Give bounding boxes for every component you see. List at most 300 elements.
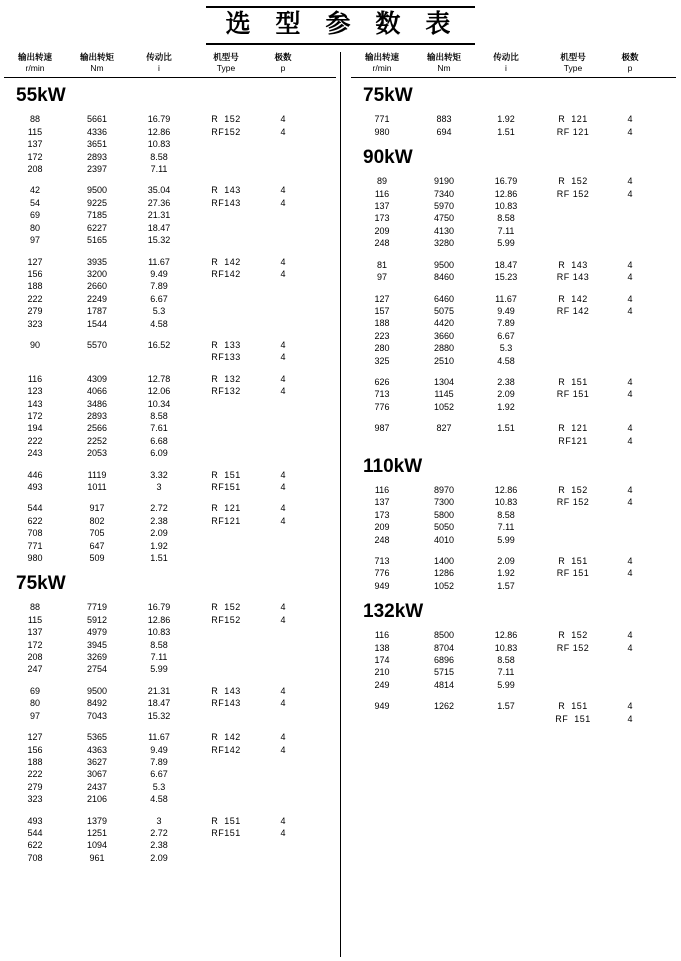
cell-poles: [262, 626, 304, 638]
page-title-wrap: [0, 0, 681, 45]
cell-poles: [262, 422, 304, 434]
cell-poles: 4: [280, 815, 286, 826]
table-row: [4, 256, 336, 268]
table-row: [351, 713, 676, 725]
cell-output-speed: 223: [374, 330, 390, 341]
cell-ratio: 2.09: [497, 389, 515, 400]
table-row: [351, 567, 676, 579]
cell-poles: 4: [627, 305, 633, 316]
cell-type: RF 152: [556, 188, 590, 199]
table-row: [351, 509, 676, 521]
cell-output-torque: 1052: [433, 401, 455, 412]
cell-output-speed: 157: [374, 305, 390, 316]
cell-output-torque: 3660: [433, 330, 455, 341]
cell-type: [537, 355, 609, 367]
cell-poles: 4: [280, 602, 286, 613]
table-row: [4, 385, 336, 397]
cell-ratio: 9.49: [150, 744, 168, 755]
table-row: [4, 222, 336, 234]
cell-poles: [262, 527, 304, 539]
cell-output-speed: 137: [27, 139, 43, 150]
cell-type: [537, 225, 609, 237]
cell-type: R 143: [558, 259, 588, 270]
cell-ratio: 35.04: [147, 185, 171, 196]
cell-output-speed: 248: [374, 238, 390, 249]
cell-ratio: 1.92: [497, 114, 515, 125]
cell-type: RF121: [558, 435, 588, 446]
cell-output-speed: 97: [29, 710, 40, 721]
cell-type: RF151: [211, 827, 241, 838]
cell-output-torque: 1286: [433, 568, 455, 579]
table-row: [351, 642, 676, 654]
table-row: [4, 126, 336, 138]
table-row: [351, 376, 676, 388]
cell-type: RF 152: [556, 497, 590, 508]
cell-type: R 151: [558, 701, 588, 712]
header-type: 机型号 Type: [560, 51, 586, 73]
cell-ratio: 12.06: [147, 386, 171, 397]
cell-output-speed: 137: [374, 497, 390, 508]
cell-poles: 4: [280, 268, 286, 279]
table-row: [4, 280, 336, 292]
table-row: [4, 601, 336, 613]
cell-ratio: 9.49: [497, 305, 515, 316]
cell-ratio: 16.79: [494, 176, 518, 187]
cell-output-speed: 493: [27, 815, 43, 826]
table-row: [4, 614, 336, 626]
cell-type: [190, 222, 262, 234]
cell-output-torque: 4420: [433, 318, 455, 329]
cell-type: [190, 138, 262, 150]
cell-type: [537, 401, 609, 413]
table-row: [4, 839, 336, 851]
cell-output-speed: 88: [29, 114, 40, 125]
table-row: [351, 126, 676, 138]
cell-output-torque: 705: [89, 528, 105, 539]
cell-type: [190, 756, 262, 768]
cell-output-speed: 172: [27, 410, 43, 421]
cell-output-torque: 3200: [86, 268, 108, 279]
table-row: [4, 422, 336, 434]
cell-poles: 4: [627, 497, 633, 508]
cell-output-torque: 3945: [86, 639, 108, 650]
table-row: [351, 317, 676, 329]
table-row: [4, 469, 336, 481]
table-row: [4, 651, 336, 663]
table-row: [4, 502, 336, 514]
cell-type: R 151: [211, 815, 241, 826]
table-row: [4, 197, 336, 209]
cell-type: RF143: [211, 197, 241, 208]
cell-output-torque: 6227: [86, 222, 108, 233]
cell-ratio: 4.58: [150, 318, 168, 329]
table-row: [4, 827, 336, 839]
left-sections: [4, 85, 336, 864]
cell-ratio: 12.86: [494, 188, 518, 199]
cell-output-torque: 694: [436, 126, 452, 137]
cell-ratio: 12.86: [147, 126, 171, 137]
header-ratio: 传动比 i: [493, 51, 519, 73]
cell-type: [537, 679, 609, 691]
cell-ratio: [475, 713, 537, 725]
cell-type: RF 143: [556, 272, 590, 283]
cell-type: R 121: [558, 114, 588, 125]
cell-output-speed: 713: [374, 556, 390, 566]
table-row: [4, 540, 336, 552]
cell-poles: 4: [280, 197, 286, 208]
cell-ratio: 16.79: [147, 602, 171, 613]
cell-output-torque: 1094: [86, 840, 108, 851]
cell-type: [190, 540, 262, 552]
cell-type: [190, 410, 262, 422]
table-row: [4, 113, 336, 125]
cell-poles: [262, 435, 304, 447]
cell-output-speed: 90: [29, 339, 40, 350]
cell-ratio: 7.11: [497, 522, 515, 533]
spec-group: [4, 601, 336, 675]
cell-type: R 152: [211, 114, 241, 125]
left-column: [0, 52, 340, 957]
cell-ratio: 15.32: [147, 235, 171, 246]
cell-poles: [262, 163, 304, 175]
spec-group: [351, 376, 676, 413]
cell-poles: 4: [627, 642, 633, 653]
cell-ratio: 1.51: [497, 423, 515, 434]
cell-output-torque: 6460: [433, 293, 455, 304]
cell-type: [537, 580, 609, 592]
cell-output-speed: 279: [27, 781, 43, 792]
cell-type: [190, 435, 262, 447]
cell-poles: [609, 317, 651, 329]
table-row: [4, 410, 336, 422]
cell-poles: 4: [627, 376, 633, 387]
cell-poles: 4: [627, 423, 633, 434]
table-row: [4, 768, 336, 780]
cell-output-torque: 1145: [434, 389, 454, 400]
cell-output-torque: 7719: [86, 602, 108, 613]
cell-output-speed: 173: [374, 509, 390, 520]
cell-type: [537, 317, 609, 329]
cell-type: [190, 768, 262, 780]
header-ratio: 传动比 i: [146, 51, 172, 73]
cell-type: RF 152: [556, 642, 590, 653]
table-row: [351, 679, 676, 691]
cell-poles: 4: [627, 188, 633, 199]
cell-output-speed: 776: [374, 401, 390, 412]
spec-group: [351, 113, 676, 138]
cell-output-torque: 5661: [86, 114, 108, 125]
spec-group: [4, 685, 336, 722]
cell-type: [190, 422, 262, 434]
table-row: [4, 268, 336, 280]
cell-ratio: 2.09: [150, 528, 168, 539]
cell-poles: 4: [627, 126, 633, 137]
cell-poles: 4: [280, 744, 286, 755]
cell-output-torque: 3280: [433, 238, 455, 249]
cell-output-torque: 2893: [86, 151, 108, 162]
table-row: [4, 515, 336, 527]
table-columns: [0, 52, 681, 957]
cell-type: [190, 626, 262, 638]
cell-poles: [609, 521, 651, 533]
cell-type: RF152: [211, 126, 241, 137]
cell-output-speed: 137: [27, 627, 43, 638]
cell-type: R 143: [211, 685, 241, 696]
right-column: [340, 52, 680, 957]
cell-output-torque: 5800: [433, 509, 455, 520]
table-row: [4, 373, 336, 385]
cell-ratio: 18.47: [147, 698, 171, 709]
cell-poles: [609, 212, 651, 224]
spec-group: [351, 175, 676, 249]
table-row: [4, 398, 336, 410]
cell-output-speed: 279: [27, 306, 43, 317]
cell-ratio: 21.31: [147, 685, 171, 696]
cell-type: [190, 781, 262, 793]
cell-output-torque: 8460: [433, 272, 455, 283]
cell-type: R 132: [211, 373, 241, 384]
cell-type: [537, 654, 609, 666]
power-rating-heading: 132kW: [363, 601, 424, 623]
cell-output-speed: [4, 351, 66, 363]
cell-output-torque: 3486: [86, 398, 108, 409]
cell-type: [537, 200, 609, 212]
cell-output-speed: 249: [374, 679, 390, 690]
cell-poles: [262, 663, 304, 675]
cell-type: [537, 509, 609, 521]
table-row: [351, 175, 676, 187]
cell-output-torque: 9225: [86, 197, 108, 208]
cell-output-speed: 446: [27, 469, 43, 480]
cell-output-torque: 7043: [86, 710, 108, 721]
power-rating-heading: 55kW: [16, 85, 66, 107]
table-row: [351, 330, 676, 342]
cell-output-speed: 949: [374, 701, 390, 712]
cell-poles: 4: [280, 614, 286, 625]
table-row: [4, 793, 336, 805]
table-row: [351, 484, 676, 496]
cell-ratio: 6.67: [150, 293, 168, 304]
cell-type: RF151: [211, 482, 241, 492]
cell-output-torque: 4814: [433, 679, 455, 690]
cell-ratio: 8.58: [497, 213, 515, 224]
cell-output-speed: 143: [27, 398, 43, 409]
cell-type: R 152: [558, 484, 588, 495]
cell-output-speed: 116: [27, 373, 43, 384]
spec-group: [4, 815, 336, 865]
cell-output-torque: 2397: [86, 164, 108, 175]
cell-ratio: 18.47: [147, 222, 171, 233]
cell-output-speed: 771: [374, 114, 390, 125]
cell-ratio: 2.38: [150, 515, 168, 526]
cell-poles: [262, 305, 304, 317]
cell-poles: 4: [280, 482, 286, 492]
cell-type: [190, 318, 262, 330]
cell-ratio: [475, 435, 537, 447]
cell-ratio: 10.83: [147, 139, 171, 150]
cell-output-torque: 5912: [86, 614, 108, 625]
table-row: [4, 305, 336, 317]
cell-type: R 152: [211, 602, 241, 613]
cell-ratio: 6.67: [497, 330, 515, 341]
cell-ratio: 6.68: [150, 435, 168, 446]
table-row: [4, 626, 336, 638]
cell-output-speed: 980: [374, 126, 390, 137]
cell-poles: 4: [627, 114, 633, 125]
cell-ratio: 7.11: [497, 667, 515, 678]
cell-poles: 4: [627, 484, 633, 495]
cell-type: RF133: [211, 352, 241, 363]
cell-type: [190, 852, 262, 864]
cell-output-torque: 1400: [433, 556, 455, 566]
cell-poles: [262, 540, 304, 552]
cell-output-speed: 172: [27, 639, 43, 650]
cell-ratio: 5.99: [150, 664, 168, 675]
cell-ratio: 5.3: [152, 306, 166, 317]
cell-poles: [262, 293, 304, 305]
cell-output-torque: 6896: [433, 655, 455, 666]
table-row: [351, 629, 676, 641]
table-row: [351, 555, 676, 567]
cell-type: [190, 447, 262, 459]
table-row: [351, 200, 676, 212]
cell-type: [190, 234, 262, 246]
cell-poles: [262, 639, 304, 651]
cell-ratio: 1.51: [497, 126, 515, 137]
cell-type: [190, 209, 262, 221]
table-row: [351, 654, 676, 666]
spec-group: [4, 256, 336, 330]
cell-ratio: 1.92: [497, 401, 515, 412]
cell-poles: [262, 398, 304, 410]
cell-output-torque: 2754: [86, 664, 108, 675]
spec-group: [4, 731, 336, 805]
table-row: [351, 237, 676, 249]
cell-ratio: 5.3: [152, 781, 166, 792]
power-rating-heading: 75kW: [16, 573, 66, 595]
cell-type: [190, 651, 262, 663]
table-row: [351, 388, 676, 400]
table-row: [4, 756, 336, 768]
cell-poles: [262, 552, 304, 564]
cell-output-torque: 5165: [86, 235, 108, 246]
cell-type: [190, 293, 262, 305]
cell-ratio: 5.99: [497, 534, 515, 545]
cell-poles: 4: [280, 698, 286, 709]
cell-ratio: 12.86: [494, 630, 518, 641]
cell-ratio: 7.11: [497, 225, 515, 236]
cell-type: R 121: [211, 503, 241, 514]
cell-ratio: 8.58: [497, 509, 515, 520]
cell-type: [537, 212, 609, 224]
cell-poles: 4: [280, 732, 286, 743]
cell-output-torque: 1304: [433, 376, 455, 387]
cell-output-torque: 1052: [433, 580, 455, 591]
cell-output-torque: 1544: [86, 318, 108, 329]
cell-ratio: 1.57: [497, 701, 515, 712]
cell-output-speed: 280: [374, 343, 390, 354]
cell-type: [190, 639, 262, 651]
cell-output-speed: 42: [29, 185, 40, 196]
cell-output-torque: 1379: [86, 815, 108, 826]
cell-output-speed: 115: [27, 126, 43, 137]
cell-ratio: 15.32: [147, 710, 171, 721]
cell-output-speed: 172: [27, 151, 43, 162]
cell-output-speed: 771: [27, 540, 43, 551]
cell-output-torque: [66, 351, 128, 363]
cell-poles: 4: [627, 568, 633, 579]
cell-poles: [262, 234, 304, 246]
cell-output-torque: 8970: [433, 484, 455, 495]
cell-type: [190, 793, 262, 805]
cell-poles: 4: [627, 701, 633, 712]
cell-output-torque: 5715: [433, 667, 455, 678]
cell-poles: 4: [627, 556, 633, 566]
header-poles: 极数 p: [621, 51, 639, 73]
cell-ratio: 10.83: [494, 497, 518, 508]
table-row: [4, 234, 336, 246]
cell-poles: 4: [280, 827, 286, 838]
cell-poles: [262, 839, 304, 851]
cell-ratio: 5.3: [499, 343, 513, 354]
cell-ratio: 15.23: [494, 272, 518, 283]
cell-type: R 151: [558, 556, 588, 566]
cell-output-torque: 5075: [433, 305, 455, 316]
table-row: [351, 700, 676, 712]
cell-poles: [262, 852, 304, 864]
cell-output-torque: 2106: [86, 794, 108, 805]
cell-poles: 4: [280, 503, 286, 514]
cell-ratio: 8.58: [497, 655, 515, 666]
power-rating-heading: 75kW: [363, 85, 413, 107]
table-row: [4, 163, 336, 175]
cell-type: [537, 237, 609, 249]
cell-poles: 4: [627, 389, 633, 400]
cell-poles: 4: [280, 185, 286, 196]
table-row: [351, 293, 676, 305]
table-row: [4, 138, 336, 150]
cell-output-speed: 209: [374, 522, 390, 533]
cell-output-speed: 116: [374, 630, 390, 641]
cell-type: R 142: [211, 732, 241, 743]
cell-poles: 4: [280, 386, 286, 397]
cell-type: RF142: [211, 268, 241, 279]
cell-output-speed: 493: [27, 482, 43, 492]
spec-group: [4, 339, 336, 364]
cell-output-speed: 123: [27, 386, 43, 397]
table-row: [4, 731, 336, 743]
table-row: [4, 744, 336, 756]
cell-output-speed: 222: [27, 769, 43, 780]
table-row: [351, 422, 676, 434]
table-row: [4, 184, 336, 196]
cell-output-speed: 949: [374, 580, 390, 591]
cell-poles: [262, 651, 304, 663]
cell-output-torque: 1011: [87, 482, 107, 492]
cell-type: [190, 710, 262, 722]
cell-poles: [262, 222, 304, 234]
cell-output-speed: 248: [374, 534, 390, 545]
cell-type: [190, 839, 262, 851]
spec-group: [4, 373, 336, 460]
cell-output-speed: 622: [27, 840, 43, 851]
table-row: [4, 552, 336, 564]
cell-type: RF121: [211, 515, 241, 526]
cell-ratio: 10.83: [494, 201, 518, 212]
cell-type: R 133: [211, 339, 241, 350]
cell-output-speed: 247: [27, 664, 43, 675]
cell-poles: 4: [280, 373, 286, 384]
